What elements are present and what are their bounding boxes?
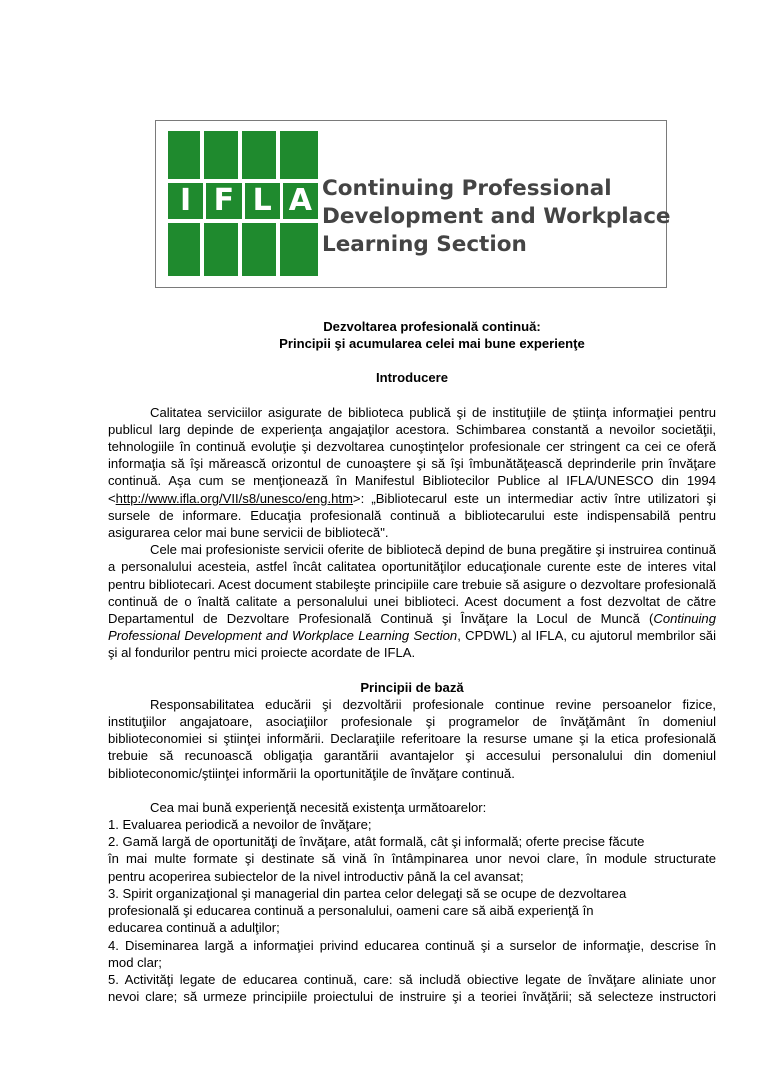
intro-paragraph-2 (108, 541, 716, 661)
ifla-logo (155, 120, 671, 288)
logo-letter: A (288, 183, 312, 218)
intro-heading: Introducere (375, 370, 449, 386)
list-line: 3. Spirit organizaţional şi managerial din partea celor delegaţi să se ocupe de dezvoltarea (108, 885, 627, 901)
intro-paragraph-1 (108, 404, 716, 542)
list-line: educarea continuă a adulţilor; (108, 920, 280, 936)
intro-p2-text-after: , CPDWL) al IFLA, cu ajutorul membrilor săi şi al fondurilor pentru mici proiecte acordate de IFLA. (108, 628, 716, 661)
list-line: 5. Activităţi legate de educarea continuă, care: să includă obiective legate de învăţare aliniate unor (108, 971, 716, 987)
document-title (148, 318, 716, 352)
best-practice-intro: Cea mai bună experienţă necesită existenţa următoarelor: (150, 799, 487, 815)
cpdwl-name: Continuing Professional Development and Workplace Learning Section (108, 611, 716, 644)
title-line-2: Principii şi acumularea celei mai bune experienţe (279, 336, 585, 352)
logo-line: Learning Section (322, 232, 527, 257)
intro-p1-text: Calitatea serviciilor asigurate de biblioteca publică şi de instituţiile de ştiinţa informaţiei pentru publicul larg depinde de experienţa angajaţilor acestora. Schimbarea constantă a nevoilor societăţii, tehnologiile în continuă evoluţie şi dezvoltarea cunoştinţelor profesionale cer stringent ca cei ce oferă informaţia să îşi mărească orizontul de cunoaştere şi să îşi îmbunătăţească deprinderile prin învăţare continuă. Aşa cum se menţionează în Manifestul Bibliotecilor Publice al IFLA/UNESCO din 1994 < (108, 404, 716, 506)
logo-letter: I (168, 183, 206, 219)
logo-section-name (322, 175, 671, 259)
list-line: mod clar; (108, 954, 162, 970)
list-line: 2. Gamă largă de oportunităţi de învăţare, atât formală, cât şi informală; oferte precise făcute (108, 834, 645, 850)
logo-letter: F (206, 183, 244, 219)
list-line: 1. Evaluarea periodică a nevoilor de învăţare; (108, 817, 372, 833)
list-line: pentru acoperirea subiectelor de la nivel introductiv până la cel avansat; (108, 868, 524, 884)
intro-p2-text: Cele mai profesioniste servicii oferite de bibliotecă depind de buna pregătire şi instruirea continuă a personalului acesteia, astfel încât calitatea oportunităţilor educaţionale curente este de interes vital pentru bibliotecari. Acest document stabileşte principiile care trebuie să asigure o dezvoltare profesională continuă de o înaltă calitate a personalului unei biblioteci. Acest document a fost dezvoltat de către Departamentul de Dezvoltare Profesională Continuă şi Învăţare la Locul de Muncă ( (108, 542, 716, 627)
list-line: în mai multe formate şi destinate să vină în întâmpinarea unor nevoi clare, în module structurate (108, 851, 716, 867)
principles-paragraph: Responsabilitatea educării şi dezvoltării profesionale continue revine persoanelor fizice, instituţiilor angajatoare, asociaţiilor profesionale şi programelor de învăţământ în domeniul biblioteconomiei si ştiinţei informării. Declaraţiile referitoare la resurse umane şi la etica profesională trebuie să recunoască obligaţia garantării avantajelor şi accesului personalului din domeniul biblioteconomic/ştiinţei informării la oportunităţile de învăţare continuă. (108, 696, 716, 781)
best-practice-list (108, 816, 716, 1005)
logo-letter: L (245, 183, 283, 219)
list-line: profesională şi educarea continuă a personalului, oameni care să aibă experienţă în (108, 903, 594, 919)
list-line: nevoi clare; să urmeze principiile proiectului de instruire şi a teoriei învăţării; să selecteze instructori (108, 989, 716, 1005)
logo-line: Development and Workplace (322, 204, 671, 229)
intro-p1-text-after: >: „Bibliotecarul este un intermediar activ între utilizatori şi sursele de informare. Educaţia profesională continuă a bibliotecarului este indispensabilă pentru asigurarea celor mai bune servicii de bibliotecă". (108, 490, 716, 541)
list-line: 4. Diseminarea largă a informaţiei privind educarea continuă şi a surselor de informaţie, descrise în (108, 937, 716, 953)
ifla-unesco-link[interactable]: http://www.ifla.org/VII/s8/unesco/eng.htm (115, 490, 353, 506)
ifla-logo-mark (168, 131, 318, 276)
title-line-1: Dezvoltarea profesională continuă: (323, 319, 541, 334)
logo-line: Continuing Professional (322, 176, 612, 201)
principles-heading: Principii de bază (360, 679, 464, 695)
document-body (108, 318, 716, 1005)
